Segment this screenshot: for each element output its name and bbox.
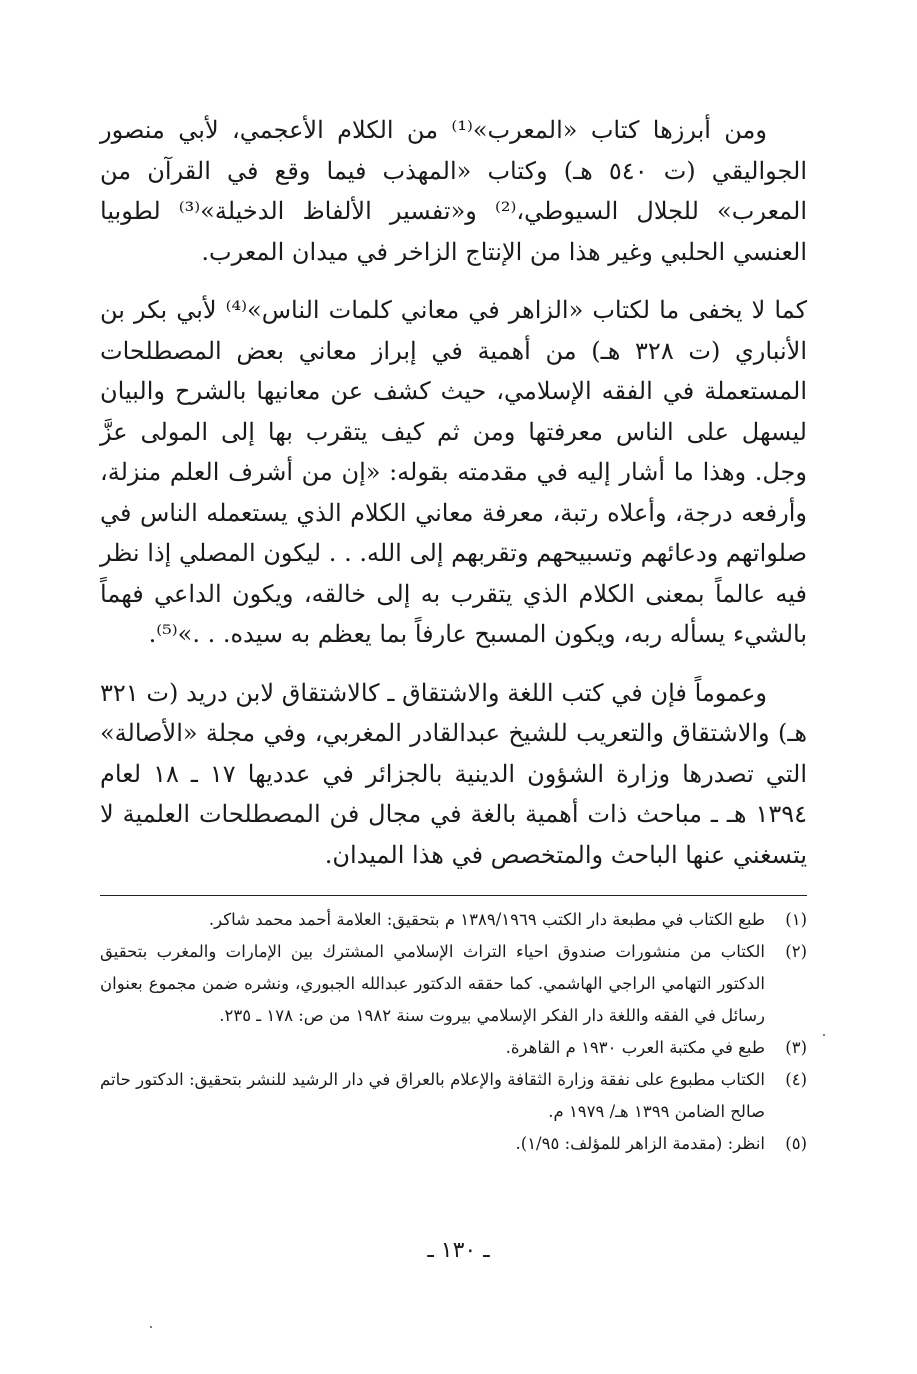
footnote-divider: [100, 895, 807, 896]
paragraph-3: وعموماً فإن في كتب اللغة والاشتقاق ـ كالاشتقاق لابن دريد (ت ٣٢١ هـ) والاشتقاق والتعريب للشيخ عبدالقادر المغربي، وفي مجلة «الأصالة» التي تصدرها وزارة الشؤون الدينية بالجزائر في عدديها ١٧ ـ ١٨ لعام ١٣٩٤ هـ ـ مباحث ذات أهمية بالغة في مجال فن المصطلحات العلمية لا يتسغني عنها الباحث والمتخصص في هذا الميدان.: [100, 678, 807, 869]
footnote-text: الكتاب من منشورات صندوق احياء التراث الإسلامي المشترك بين الإمارات والمغرب بتحقيق الدكتور التهامي الراجي الهاشمي. كما حققه الدكتور عبدالله الجبوري، ونشره ضمن مجموع بعنوان رسائل في الفقه واللغة دار الفكر الإسلامي بيروت سنة ١٩٨٢ من ص: ١٧٨ ـ ٢٣٥.: [100, 942, 765, 1025]
paragraph-2: كما لا يخفى ما لكتاب «الزاهر في معاني كلمات الناس»⁽⁴⁾ لأبي بكر بن الأنباري (ت ٣٢٨ هـ) من أهمية في إبراز معاني بعض المصطلحات المستعملة في الفقه الإسلامي، حيث كشف عن معانيها بالشرح والبيان ليسهل على الناس معرفتها ومن ثم كيف يتقرب بها إلى المولى عزَّ وجل. وهذا ما أشار إليه في مقدمته بقوله: «إن من أشرف العلم منزلة، وأرفعه درجة، وأعلاه رتبة، معرفة معاني الكلام الذي يستعمله الناس في صلواتهم ودعائهم وتسبيحهم وتقربهم إلى الله. . . ليكون المصلي إذا نظر فيه عالماً بمعنى الكلام الذي يتقرب به إلى خالقه، ويكون الداعي فهماً بالشيء يسأله ربه، ويكون المسبح عارفاً بما يعظم به سيده. . .»⁽⁵⁾.: [100, 296, 807, 648]
footnote-1: [100, 904, 807, 936]
footnote-number: (٤): [785, 1070, 807, 1089]
footnote-text: طبع الكتاب في مطبعة دار الكتب ١٣٨٩/١٩٦٩ م بتحقيق: العلامة أحمد محمد شاكر.: [208, 910, 765, 929]
footnote-4: [100, 1064, 807, 1128]
footnote-2: [100, 936, 807, 1032]
footnote-3: [100, 1032, 807, 1064]
scan-speck: [150, 1326, 152, 1328]
footnote-text: طبع في مكتبة العرب ١٩٣٠ م القاهرة.: [505, 1038, 765, 1057]
footnote-text: الكتاب مطبوع على نفقة وزارة الثقافة والإعلام بالعراق في دار الرشيد للنشر بتحقيق: الدكتور حاتم صالح الضامن ١٣٩٩ هـ/ ١٩٧٩ م.: [100, 1070, 765, 1121]
paragraph-1: ومن أبرزها كتاب «المعرب»⁽¹⁾ من الكلام الأعجمي، لأبي منصور الجواليقي (ت ٥٤٠ هـ) وكتاب «المهذب فيما وقع في القرآن من المعرب» للجلال السيوطي،⁽²⁾ و«تفسير الألفاظ الدخيلة»⁽³⁾ لطوبيا العنسي الحلبي وغير هذا من الإنتاج الزاخر في ميدان المعرب.: [100, 116, 807, 266]
scan-speck: [823, 1034, 825, 1036]
footnote-text: انظر: (مقدمة الزاهر للمؤلف: ١/٩٥).: [515, 1134, 765, 1153]
footnotes: [100, 904, 807, 1160]
footnote-number: (٣): [785, 1038, 807, 1057]
footnote-number: (٥): [785, 1134, 807, 1153]
footnote-number: (١): [785, 910, 807, 929]
footnote-number: (٢): [785, 942, 807, 961]
footnote-5: [100, 1128, 807, 1160]
page-number: ـ ١٣٠ ـ: [427, 1238, 490, 1263]
main-text: [100, 110, 807, 875]
